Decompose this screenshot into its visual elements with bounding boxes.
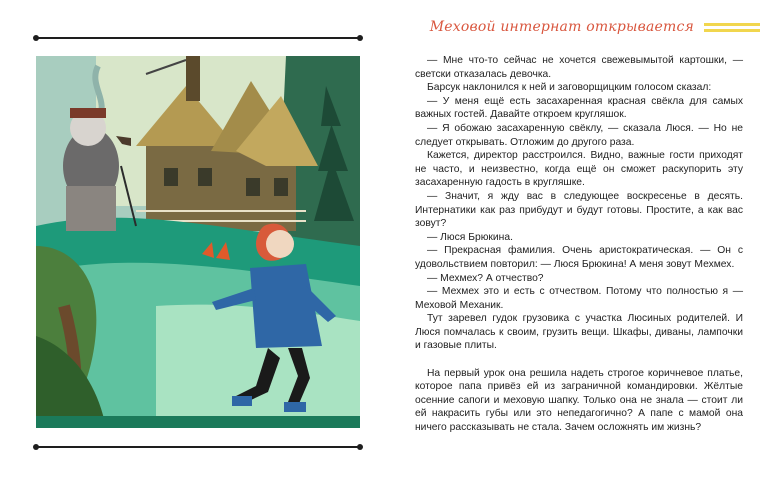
accent-bars bbox=[704, 23, 760, 32]
running-head bbox=[430, 16, 760, 38]
accent-bar bbox=[704, 23, 760, 26]
bottom-rule bbox=[36, 446, 360, 448]
running-title: Меховой интернат открывается bbox=[429, 19, 694, 35]
paragraph: — Я обожаю засахаренную свёклу, — сказала Люся. — Но не следует открывать. Отложим до другого раза. bbox=[415, 122, 743, 148]
paragraph: — Прекрасная фамилия. Очень аристократическая. — Он с удовольствием повторил: — Люся Брюкина! А меня зовут Мехмех. bbox=[415, 245, 743, 270]
paragraph: Барсук наклонился к ней и заговорщицким голосом сказал: bbox=[427, 82, 712, 94]
paragraph: На первый урок она решила надеть строгое коричневое платье, которое папа привёз ей из заграничной командировки. Жёлтые осенние сапоги и меховую шапку. Только она не знала — стоит ли ей накрасить губы или это непедагогично? А папе с мамой она ничего рассказывать не стала. Зачем осложнять им жизнь? bbox=[415, 367, 743, 434]
paragraph: Тут заревел гудок грузовика с участка Люсиных родителей. И Люся помчалась к своим, грузить вещи. Шкафы, диваны, лампочки и газовые плиты. bbox=[415, 313, 743, 352]
paragraph: — Люся Брюкина. bbox=[427, 231, 513, 243]
paragraph: — У меня ещё есть засахаренная красная свёкла для самых важных гостей. Давайте откроем кругляшок. bbox=[415, 95, 743, 121]
paragraph: — Мехмех? А отчество? bbox=[427, 272, 544, 284]
top-rule bbox=[36, 37, 360, 39]
paragraph: — Мне что-то сейчас не хочется свежевымытой картошки, — светски отказалась девочка. bbox=[415, 55, 743, 80]
illustration-art bbox=[36, 56, 360, 428]
paragraph: Кажется, директор расстроился. Видно, важные гости приходят не часто, и неизвестно, когда ещё он сможет раскупорить эту засахаренную гадость в кругляшке. bbox=[415, 150, 743, 189]
paragraph: — Значит, я жду вас в следующее воскресенье в десять. Интернатики как раз прибудут и будут готовы. Простите, а как вас зовут? bbox=[415, 190, 743, 230]
body-text bbox=[415, 54, 743, 435]
paragraph: — Мехмех это и есть с отчеством. Потому что полностью я — Меховой Механик. bbox=[415, 286, 743, 311]
accent-bar bbox=[704, 29, 760, 32]
illustration bbox=[36, 56, 360, 428]
